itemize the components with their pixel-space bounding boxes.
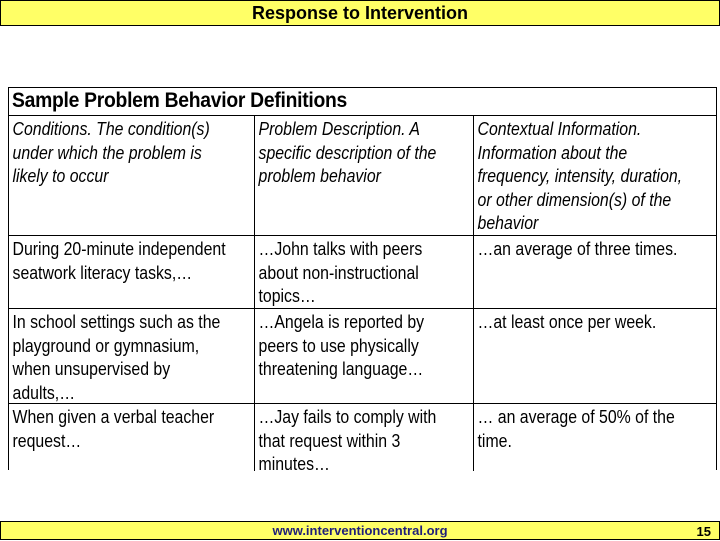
cell-line: when unsupervised by [12,359,171,379]
cell-line: …an average of three times. [477,239,678,259]
header-line: Conditions. The condition(s) [12,119,210,139]
footer-url[interactable]: www.interventioncentral.org [272,523,448,538]
cell-contextual-information [474,236,689,262]
cell-line: peers to use physically [258,335,419,356]
header-problem-description [255,116,447,189]
header-conditions [9,116,225,189]
header-line: frequency, intensity, duration, [477,166,683,186]
header-line: Contextual Information. [477,119,642,139]
table-header-row [9,115,716,235]
cell-line: playground or gymnasium, [12,335,200,356]
cell-line: minutes… [258,454,330,474]
cell-line: time. [477,430,512,451]
cell-problem-description [255,404,447,477]
column-divider [254,115,255,471]
header-contextual-information [474,116,689,236]
cell-conditions [9,404,225,453]
cell-problem-description [255,309,447,382]
cell-line: When given a verbal teacher [12,407,215,427]
cell-problem-description [255,236,447,309]
table-row [9,403,716,474]
cell-line: about non-instructional [258,262,419,283]
cell-line: During 20-minute independent [12,239,226,259]
cell-conditions [9,236,225,285]
header-line: or other dimension(s) of the [477,189,672,210]
header-line: likely to occur [12,166,109,186]
behavior-definitions-figure [8,87,717,474]
banner-title: Response to Intervention [251,3,469,23]
figure-title: Sample Problem Behavior Definitions [12,89,347,112]
header-line: Problem Description. A [258,119,420,139]
top-banner [0,0,720,26]
cell-contextual-information [474,309,689,335]
cell-line: …John talks with peers [258,239,423,259]
cell-line: … an average of 50% of the [477,407,675,427]
cell-line: …at least once per week. [477,312,657,332]
cell-contextual-information [474,404,689,453]
table-row [9,308,716,403]
header-line: problem behavior [258,166,381,186]
footer-banner [0,521,720,540]
cell-line: seatwork literacy tasks,… [12,262,193,283]
cell-line: adults,… [12,382,76,403]
cell-line: …Jay fails to comply with [258,407,437,427]
cell-line: threatening language… [258,359,424,379]
column-divider [473,115,474,471]
cell-line: that request within 3 [258,430,401,451]
cell-line: …Angela is reported by [258,312,425,332]
cell-line: topics… [258,286,316,306]
cell-conditions [9,309,225,405]
cell-line: request… [12,430,82,451]
header-line: specific description of the [258,142,437,163]
page-number: 15 [696,524,711,539]
cell-line: In school settings such as the [12,312,221,332]
header-line: under which the problem is [12,142,202,163]
table-row [9,235,716,308]
header-line: behavior [477,213,539,233]
header-line: Information about the [477,142,628,163]
